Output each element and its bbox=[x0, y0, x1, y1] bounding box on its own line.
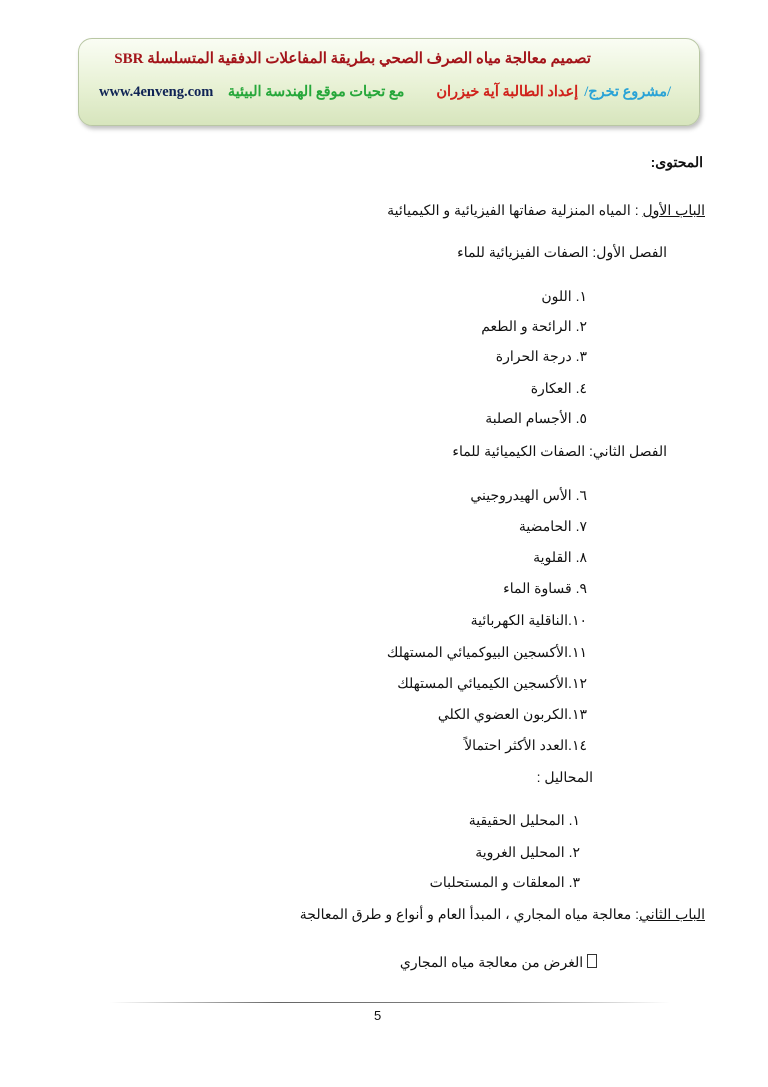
list-item: ١٢.الأكسجين الكيميائي المستهلك bbox=[397, 675, 587, 691]
list-item: ٢. المحليل الغروية bbox=[475, 844, 580, 860]
chapter1-heading: الفصل الأول: الصفات الفيزيائية للماء bbox=[457, 244, 667, 260]
list-item: ٣. المعلقات و المستحلبات bbox=[429, 874, 580, 890]
list-item: ٧. الحامضية bbox=[518, 518, 587, 534]
author-label: إعداد الطالبة آية خيزران bbox=[436, 84, 579, 100]
contents-heading: المحتوى: bbox=[650, 154, 703, 170]
project-label: /مشروع تخرج/ bbox=[584, 84, 671, 100]
list-item: ٤. العكارة bbox=[530, 380, 587, 396]
page-number: 5 bbox=[374, 1008, 382, 1023]
part1-label: الباب الأول bbox=[642, 202, 705, 218]
list-item: ١٤.العدد الأكثر احتمالاً bbox=[464, 737, 587, 753]
part2-text: : معالجة مياه المجاري ، المبدأ العام و أنواع و طرق المعالجة bbox=[299, 906, 640, 922]
list-item: ١. المحليل الحقيقية bbox=[468, 812, 580, 828]
list-item: ٢. الرائحة و الطعم bbox=[481, 318, 587, 334]
list-item: ١. اللون bbox=[541, 288, 587, 304]
list-item: ٦. الأس الهيدروجيني bbox=[470, 487, 587, 503]
list-item: ١٣.الكربون العضوي الكلي bbox=[437, 706, 587, 722]
bullet-item-text: الغرض من معالجة مياه المجاري bbox=[399, 954, 587, 970]
square-bullet-icon bbox=[587, 954, 597, 968]
footer-divider bbox=[110, 1002, 670, 1003]
list-item: ٩. قساوة الماء bbox=[503, 580, 587, 596]
part2-label: الباب الثاني bbox=[639, 906, 705, 922]
document-title: تصميم معالجة مياه الصرف الصحي بطريقة المفاعلات الدفقية المتسلسلة SBR bbox=[114, 51, 591, 67]
list-item: ١٠.الناقلية الكهربائية bbox=[470, 612, 587, 628]
header-banner bbox=[78, 38, 700, 126]
part1-heading bbox=[387, 202, 705, 219]
part1-text: : المياه المنزلية صفاتها الفيزيائية و الكيميائية bbox=[387, 202, 643, 218]
website-link[interactable]: www.4enveng.com bbox=[99, 84, 214, 100]
part2-heading bbox=[300, 906, 705, 923]
list-item: ٣. درجة الحرارة bbox=[495, 348, 587, 364]
solutions-heading: المحاليل : bbox=[536, 769, 593, 785]
list-item: ٨. القلوية bbox=[533, 549, 587, 565]
banner-subtitle bbox=[99, 84, 671, 101]
list-item: ١١.الأكسجين البيوكميائي المستهلك bbox=[386, 644, 587, 660]
bullet-item bbox=[400, 954, 597, 971]
list-item: ٥. الأجسام الصلبة bbox=[485, 410, 587, 426]
chapter2-heading: الفصل الثاني: الصفات الكيميائية للماء bbox=[452, 443, 667, 459]
greeting-label: مع تحيات موقع الهندسة البيئية bbox=[227, 84, 405, 100]
